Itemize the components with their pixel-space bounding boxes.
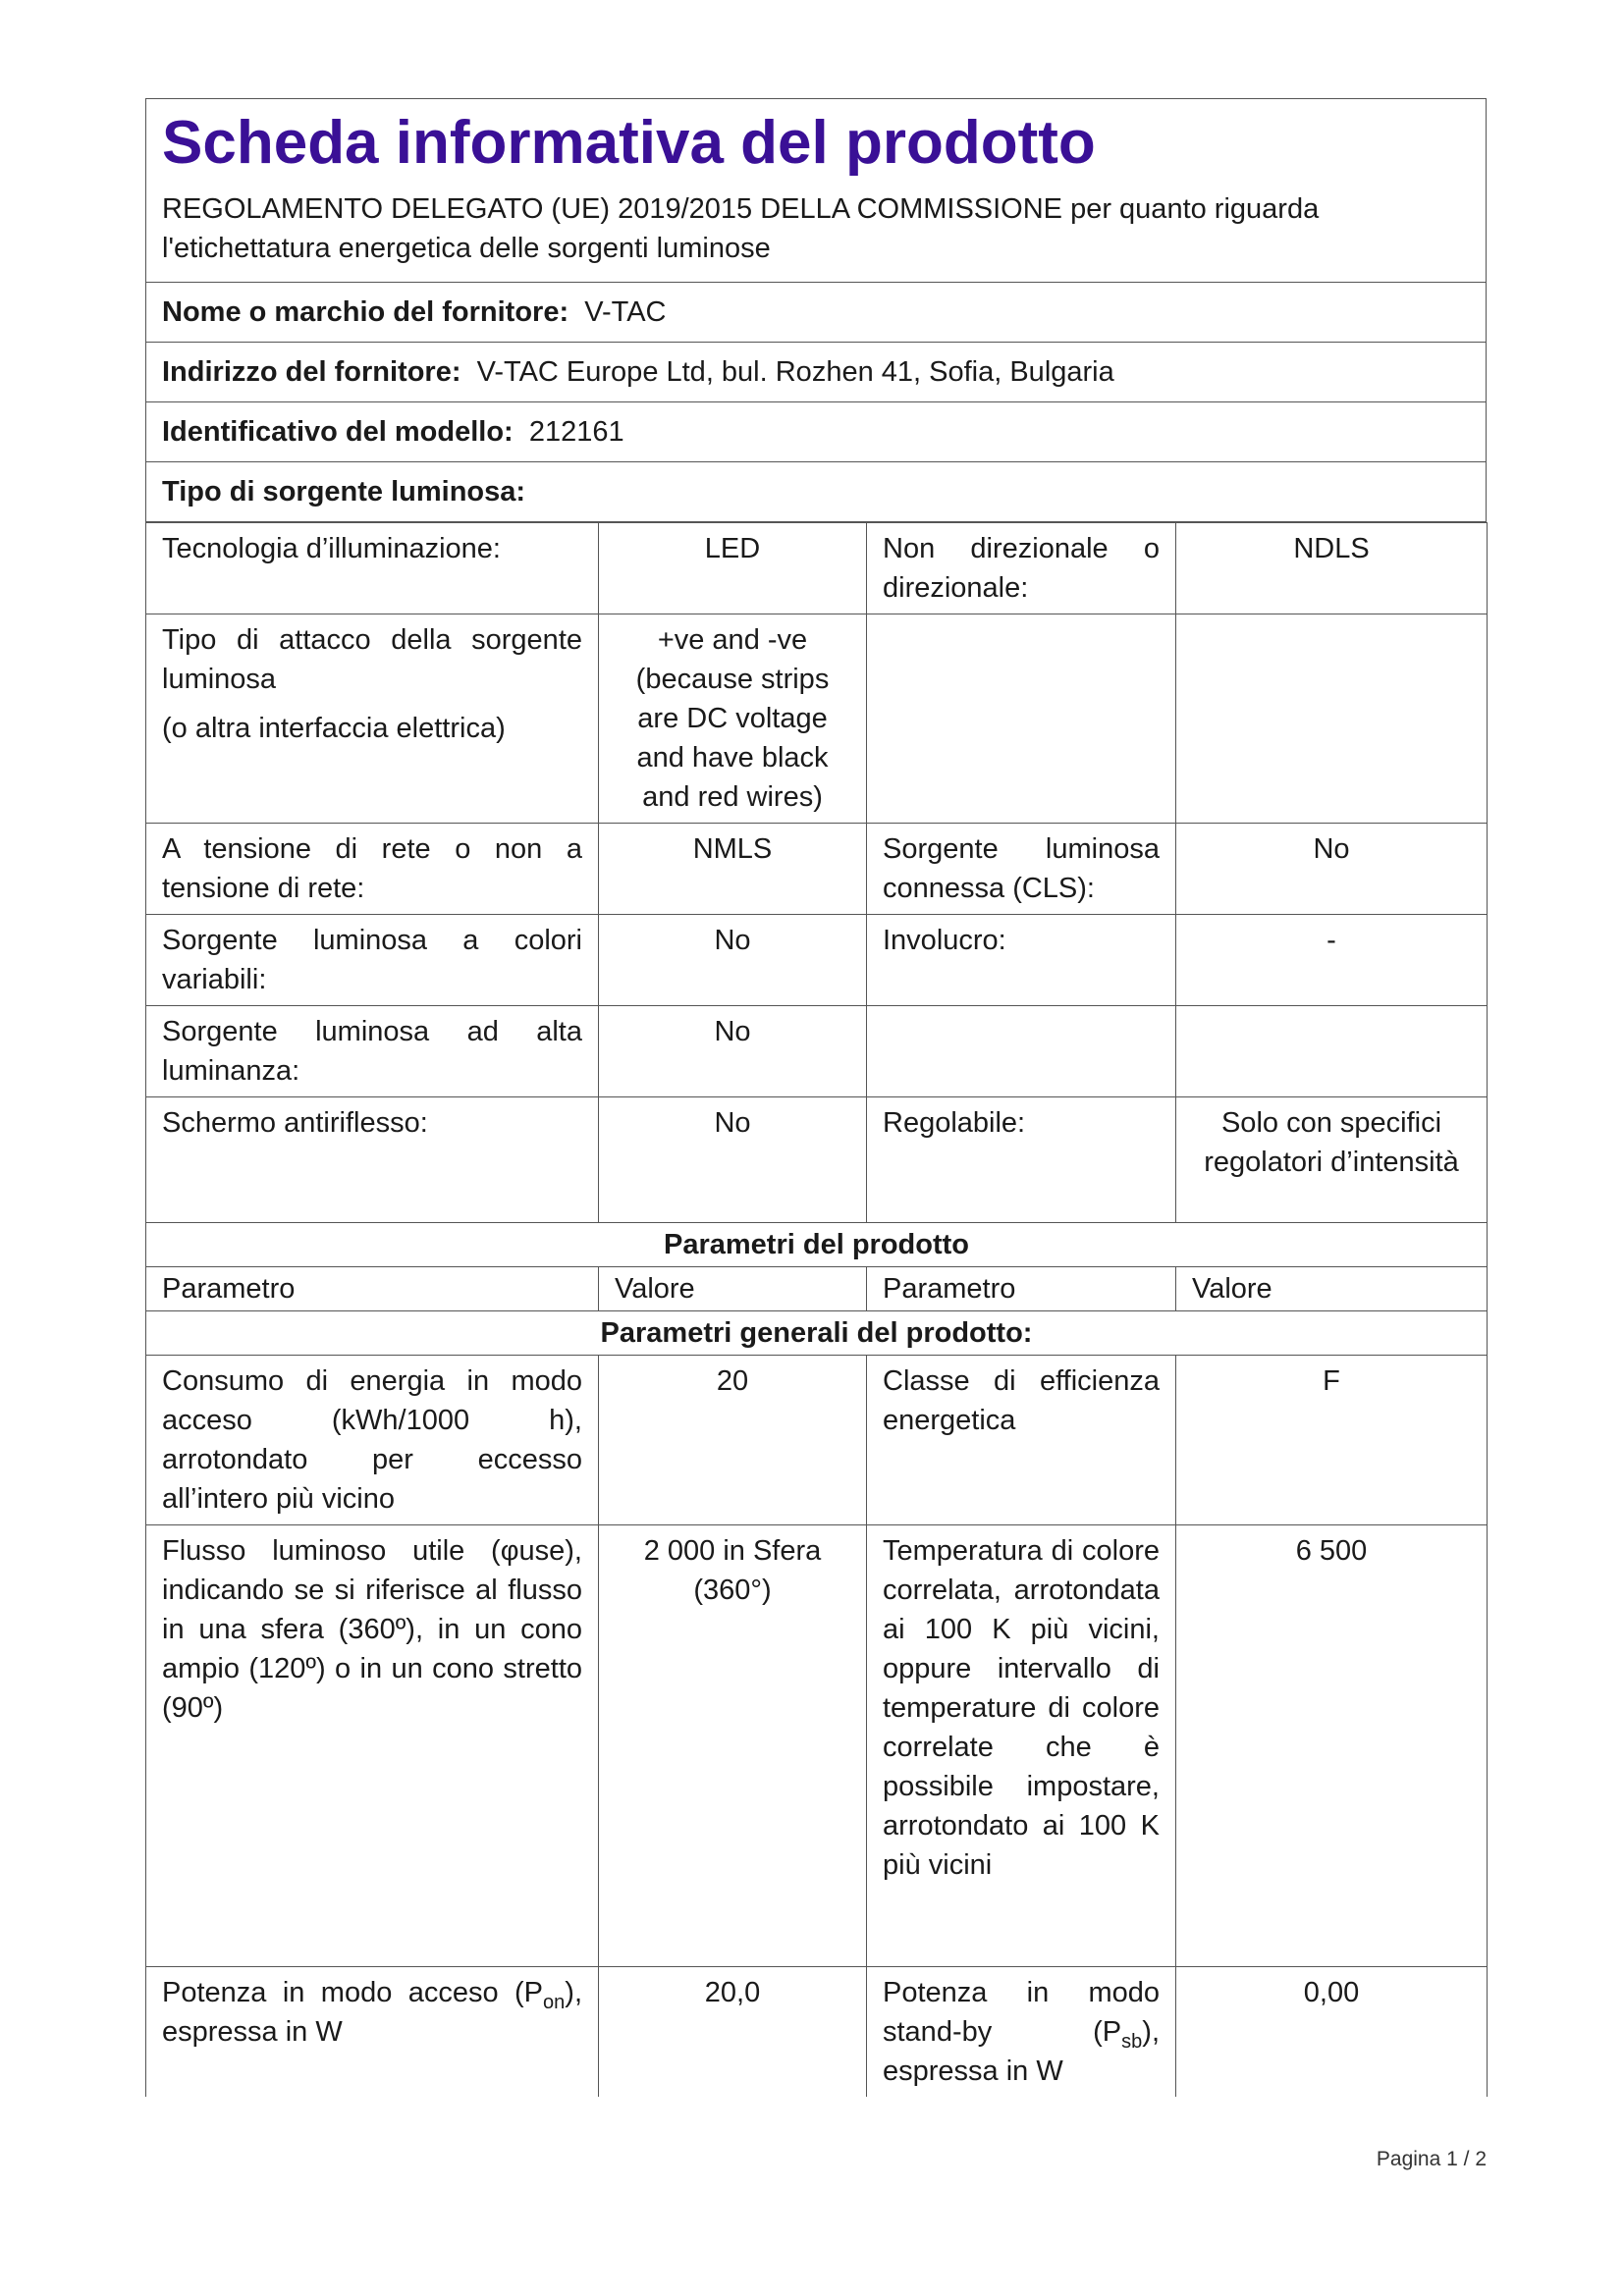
cell-label: Classe di efficienza energetica	[867, 1356, 1176, 1525]
cell-label	[867, 614, 1176, 824]
cell-label: Schermo antiriflesso:	[146, 1097, 599, 1223]
supplier-address-row	[146, 343, 1486, 402]
table-row	[146, 614, 1488, 824]
table-row	[146, 1525, 1488, 1967]
label-text: Potenza in modo stand-by (P	[883, 1977, 1160, 2048]
cell-value: 20	[599, 1356, 867, 1525]
cell-label-line: Tipo di attacco della sorgente luminosa	[162, 624, 582, 695]
cell-label: Sorgente luminosa ad alta luminanza:	[146, 1006, 599, 1097]
subtitle-line-2: l'etichettatura energetica delle sorgenti luminose	[162, 233, 771, 264]
cell-value: 6 500	[1176, 1525, 1488, 1967]
title-block	[146, 99, 1486, 283]
cell-value: F	[1176, 1356, 1488, 1525]
section-title: Parametri generali del prodotto:	[146, 1311, 1488, 1356]
light-source-type-row	[146, 462, 1486, 522]
page-number: Pagina 1 / 2	[1376, 2148, 1487, 2170]
cell-value	[1176, 614, 1488, 824]
table-row	[146, 523, 1488, 614]
supplier-address-value: V-TAC Europe Ltd, bul. Rozhen 41, Sofia, Bulgaria	[476, 356, 1114, 388]
column-header: Parametro	[867, 1267, 1176, 1311]
page-title: Scheda informativa del prodotto	[162, 109, 1096, 177]
column-header: Valore	[599, 1267, 867, 1311]
cell-value: NMLS	[599, 824, 867, 915]
model-id-label: Identificativo del modello:	[162, 416, 514, 448]
parameters-table	[145, 522, 1488, 2097]
supplier-address-label: Indirizzo del fornitore:	[162, 356, 461, 388]
model-id-value: 212161	[528, 416, 624, 448]
table-row	[146, 1097, 1488, 1223]
cell-label: Non direzionale o direzionale:	[867, 523, 1176, 614]
supplier-name-value: V-TAC	[584, 296, 667, 328]
cell-value: No	[1176, 824, 1488, 915]
cell-value: Solo con specifici regolatori d’intensità	[1176, 1097, 1488, 1223]
cell-value: 2 000 in Sfera (360°)	[599, 1525, 867, 1967]
section-header-row	[146, 1311, 1488, 1356]
label-subscript: on	[543, 1991, 566, 2013]
section-header-row	[146, 1223, 1488, 1267]
cell-label: Involucro:	[867, 915, 1176, 1006]
cell-label-line: (o altra interfaccia elettrica)	[162, 713, 506, 744]
supplier-name-row	[146, 283, 1486, 343]
label-text: ), espressa in W	[883, 2016, 1160, 2087]
label-text: Potenza in modo acceso (P	[162, 1977, 544, 2008]
cell-label: Consumo di energia in modo acceso (kWh/1000 h), arrotondato per eccesso all’intero più vicino	[146, 1356, 599, 1525]
cell-label	[867, 1006, 1176, 1097]
cell-value: -	[1176, 915, 1488, 1006]
cell-label	[146, 614, 599, 824]
cell-value: 20,0	[599, 1967, 867, 2098]
section-title: Parametri del prodotto	[146, 1223, 1488, 1267]
cell-value: No	[599, 1006, 867, 1097]
table-row	[146, 824, 1488, 915]
header-box	[145, 98, 1487, 522]
label-text: ), espressa in W	[162, 1977, 582, 2048]
label-subscript: sb	[1121, 2030, 1143, 2053]
column-header: Parametro	[146, 1267, 599, 1311]
regulation-subtitle	[162, 189, 1470, 268]
cell-label: A tensione di rete o non a tensione di rete:	[146, 824, 599, 915]
table-row	[146, 1356, 1488, 1525]
cell-value	[1176, 1006, 1488, 1097]
cell-value: LED	[599, 523, 867, 614]
table-row	[146, 1006, 1488, 1097]
light-source-type-label: Tipo di sorgente luminosa:	[162, 476, 526, 507]
model-id-row	[146, 402, 1486, 462]
cell-value: +ve and -ve (because strips are DC voltage and have black and red wires)	[599, 614, 867, 824]
cell-label: Flusso luminoso utile (φuse), indicando se si riferisce al flusso in una sfera (360º), in un cono ampio (120º) o in un cono stretto (90º)	[146, 1525, 599, 1967]
cell-value: NDLS	[1176, 523, 1488, 614]
cell-value: No	[599, 1097, 867, 1223]
cell-label: Temperatura di colore correlata, arrotondata ai 100 K più vicini, oppure intervallo di temperature di colore correlate che è possibile impostare, arrotondato ai 100 K più vicini	[867, 1525, 1176, 1967]
subtitle-line-1: REGOLAMENTO DELEGATO (UE) 2019/2015 DELLA COMMISSIONE per quanto riguarda	[162, 193, 1320, 225]
cell-label: Tecnologia d’illuminazione:	[146, 523, 599, 614]
supplier-name-label: Nome o marchio del fornitore:	[162, 296, 569, 328]
cell-label: Regolabile:	[867, 1097, 1176, 1223]
cell-label	[867, 1967, 1176, 2098]
cell-label	[146, 1967, 599, 2098]
table-row	[146, 915, 1488, 1006]
cell-label: Sorgente luminosa a colori variabili:	[146, 915, 599, 1006]
column-header: Valore	[1176, 1267, 1488, 1311]
product-info-sheet	[145, 98, 1487, 2097]
table-row	[146, 1967, 1488, 2098]
cell-value: 0,00	[1176, 1967, 1488, 2098]
cell-value: No	[599, 915, 867, 1006]
cell-label: Sorgente luminosa connessa (CLS):	[867, 824, 1176, 915]
column-header-row	[146, 1267, 1488, 1311]
